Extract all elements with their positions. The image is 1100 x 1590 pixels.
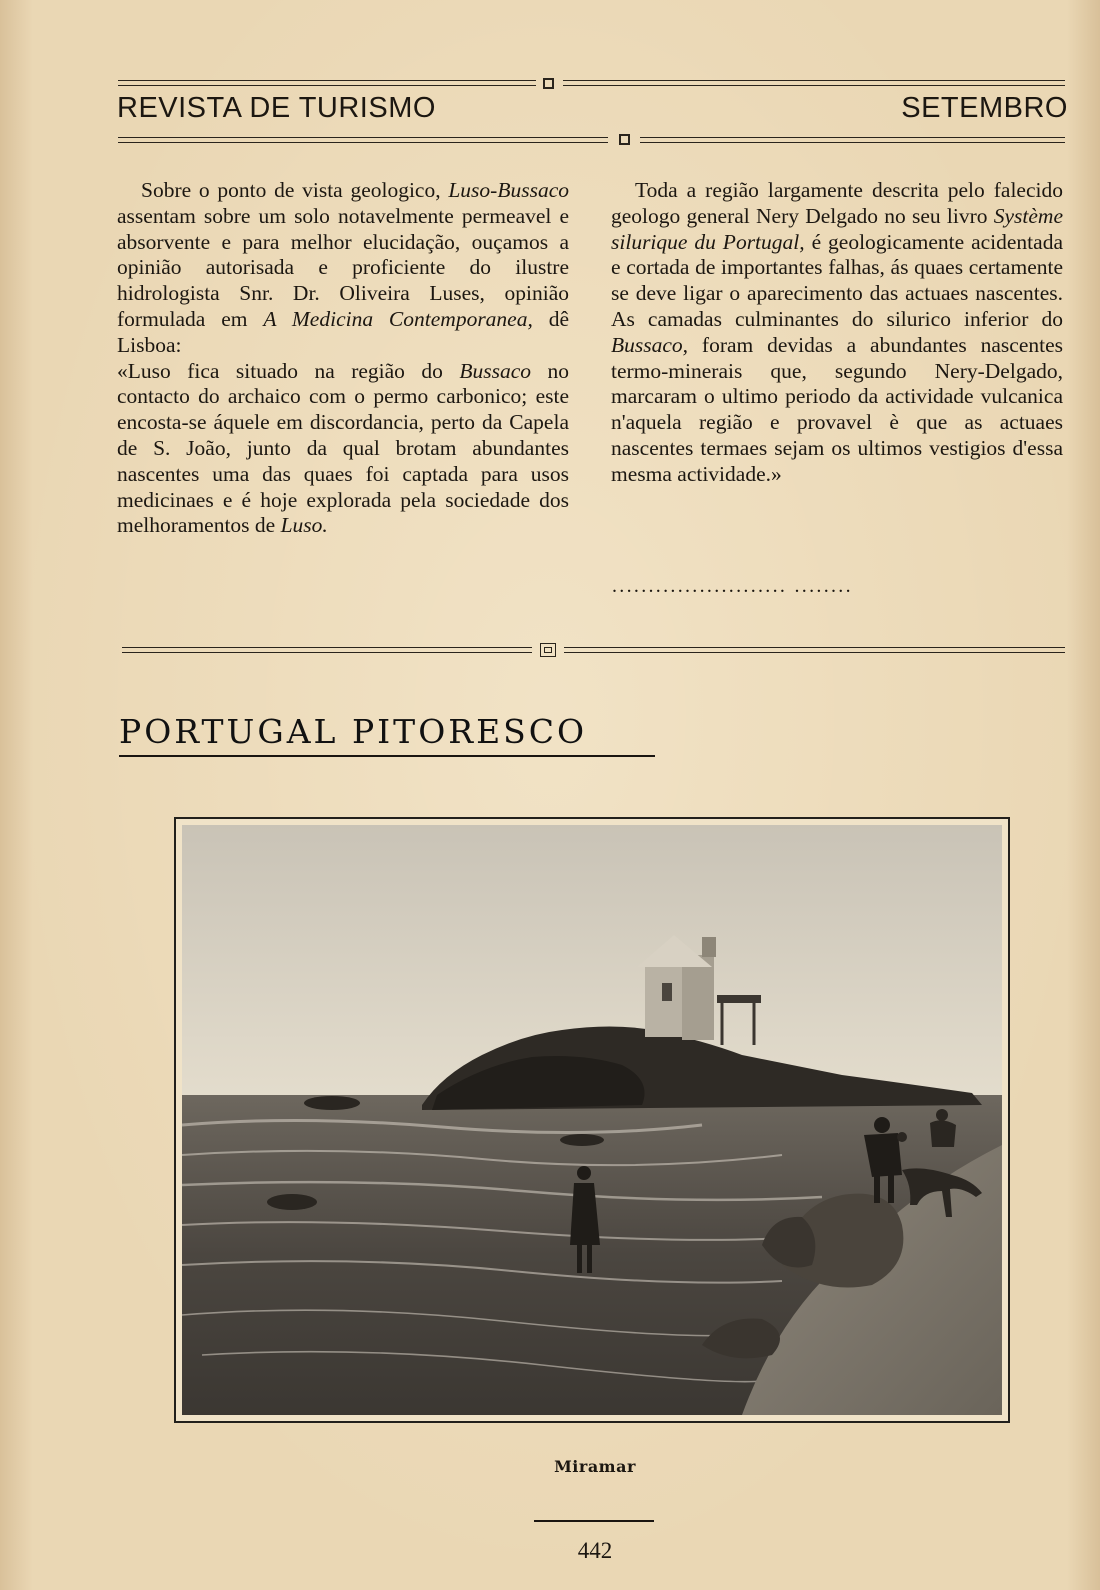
rock <box>304 1096 360 1110</box>
miramar-photograph <box>182 825 1002 1415</box>
text-run: assentam sobre um solo notavelmente permeavel e absorvente e para melhor elucidação, ouçamos a opinião autorisada e proficiente do ilustre hidrologista Snr. Dr. Oliveira Luses, opinião formulada em <box>117 203 569 331</box>
place-name: Bussaco <box>459 358 532 383</box>
running-head-month: SETEMBRO <box>901 92 1068 124</box>
paragraph <box>611 178 1063 488</box>
text-run: no contacto do archaico com o permo carbonico; este encosta-se áquele em discordancia, perto da Capela de S. João, junto da qual brotam abundantes nascentes uma das quaes foi captada para usos medicinaes e é hoje explorada pela sociedade dos melhoramentos de <box>117 358 569 538</box>
rock <box>560 1134 604 1146</box>
section-divider-rule-right <box>564 647 1065 653</box>
place-name: Bussaco, <box>611 332 689 357</box>
text-run: é geologicamente acidentada e cortada de importantes falhas, ás quaes certamente se deve ligar o aparecimento das actuaes nascentes. As camadas culminantes do silurico inferior do <box>611 229 1063 331</box>
text-run: foram devidas a abundantes nascentes termo-minerais que, segundo Nery-Delgado, marcaram o ultimo periodo da actividade vulcanica n'aquela região e provavel è que as actuaes nascentes termaes sejam os ultimos vestigios d'essa mesma actividade.» <box>611 332 1063 486</box>
photo-caption: Miramar <box>554 1457 636 1476</box>
ellipsis-line: ........................ ........ <box>612 575 853 597</box>
quotation-paragraph <box>117 359 569 540</box>
header-top-rule-right <box>563 80 1065 86</box>
rock <box>267 1194 317 1210</box>
header-top-rule <box>118 80 536 86</box>
publication-title: A Medicina Contemporanea, <box>263 306 533 331</box>
rule-ornament <box>619 134 630 145</box>
text-run: «Luso fica situado na região do <box>117 358 460 383</box>
section-title-underline <box>119 755 655 757</box>
article-column-right <box>611 178 1063 488</box>
section-title: PORTUGAL PITORESCO <box>119 712 588 751</box>
photograph-frame <box>174 817 1010 1423</box>
paragraph <box>117 178 569 359</box>
place-name: Luso-Bussaco <box>448 178 569 202</box>
header-bottom-rule-right <box>640 137 1065 143</box>
divider-ornament <box>540 643 556 657</box>
book-title: Système silurique du Portugal, <box>611 203 1063 254</box>
text-run: Toda a região largamente descrita pelo falecido geologo general Nery Delgado no seu livro <box>611 178 1063 228</box>
text-run: Sobre o ponto de vista geologico, <box>141 178 449 202</box>
rule-ornament <box>543 78 554 89</box>
header-bottom-rule <box>118 137 608 143</box>
running-head-title: REVISTA DE TURISMO <box>117 92 436 124</box>
text-run: dê Lisboa: <box>117 306 569 357</box>
article-column-left <box>117 178 569 539</box>
page-number: 442 <box>577 1538 613 1563</box>
footer-rule <box>534 1520 654 1522</box>
place-name: Luso. <box>280 513 328 538</box>
section-divider-rule <box>122 647 532 653</box>
